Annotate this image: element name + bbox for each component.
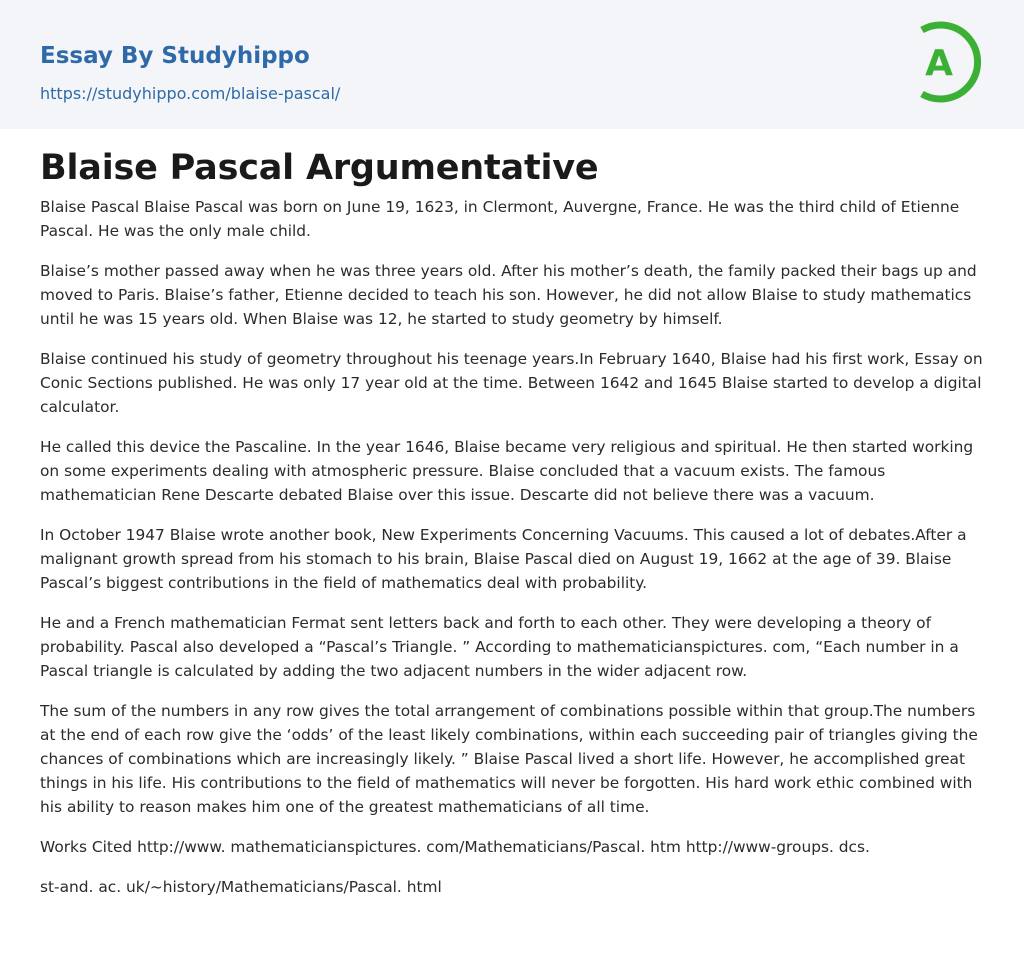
paragraph-5: In October 1947 Blaise wrote another book, New Experiments Concerning Vacuums. This caused a lot of debates.After a malignant growth spread from his stomach to his brain, Blaise Pascal died on August 19, 1662 at the age of 39. Blaise Pascal’s biggest contributions in the field of mathematics deal with probability.	[40, 526, 967, 592]
logo-letter: A	[925, 43, 953, 84]
paragraph-6: He and a French mathematician Fermat sent letters back and forth to each other. They were developing a theory of probability. Pascal also developed a “Pascal’s Triangle. ” According to mathematicianspictures. com, “Each number in a Pascal triangle is calculated by adding the two adjacent numbers in the wider adjacent row.	[40, 614, 959, 680]
article-title: Blaise Pascal Argumentative	[40, 148, 599, 188]
works-cited: Works Cited http://www. mathematicianspictures. com/Mathematicians/Pascal. htm http://www-groups. dcs.	[40, 838, 870, 856]
site-brand[interactable]: Essay By Studyhippo	[40, 43, 310, 69]
paragraph-7: The sum of the numbers in any row gives the total arrangement of combinations possible within that group.The numbers at the end of each row give the ‘odds’ of the least likely combinations, within each succeeding pair of triangles giving the chances of combinations which are increasingly likely. ” Blaise Pascal lived a short life. However, he accomplished great things in his life. His contributions to the field of mathematics will never be forgotten. His hard work ethic combined with his ability to reason makes him one of the greatest mathematicians of all time.	[40, 702, 978, 816]
paragraph-1: Blaise Pascal Blaise Pascal was born on June 19, 1623, in Clermont, Auvergne, France. He was the third child of Etienne Pascal. He was the only male child.	[40, 198, 960, 240]
essay-url-link[interactable]: https://studyhippo.com/blaise-pascal/	[40, 84, 341, 103]
paragraph-2: Blaise’s mother passed away when he was three years old. After his mother’s death, the family packed their bags up and moved to Paris. Blaise’s father, Etienne decided to teach his son. However, he did not allow Blaise to study mathematics until he was 15 years old. When Blaise was 12, he started to study geometry by himself.	[40, 262, 977, 328]
paragraph-4: He called this device the Pascaline. In the year 1646, Blaise became very religious and spiritual. He then started working on some experiments dealing with atmospheric pressure. Blaise concluded that a vacuum exists. The famous mathematician Rene Descarte debated Blaise over this issue. Descarte did not believe there was a vacuum.	[40, 438, 974, 504]
article	[0, 129, 1024, 899]
works-cited-continued: st-and. ac. uk/~history/Mathematicians/Pascal. html	[40, 878, 442, 896]
studyhippo-logo-icon[interactable]	[912, 20, 986, 104]
paragraph-3: Blaise continued his study of geometry throughout his teenage years.In February 1640, Blaise had his first work, Essay on Conic Sections published. He was only 17 year old at the time. Between 1642 and 1645 Blaise started to develop a digital calculator.	[40, 350, 983, 416]
site-header	[0, 0, 1024, 129]
